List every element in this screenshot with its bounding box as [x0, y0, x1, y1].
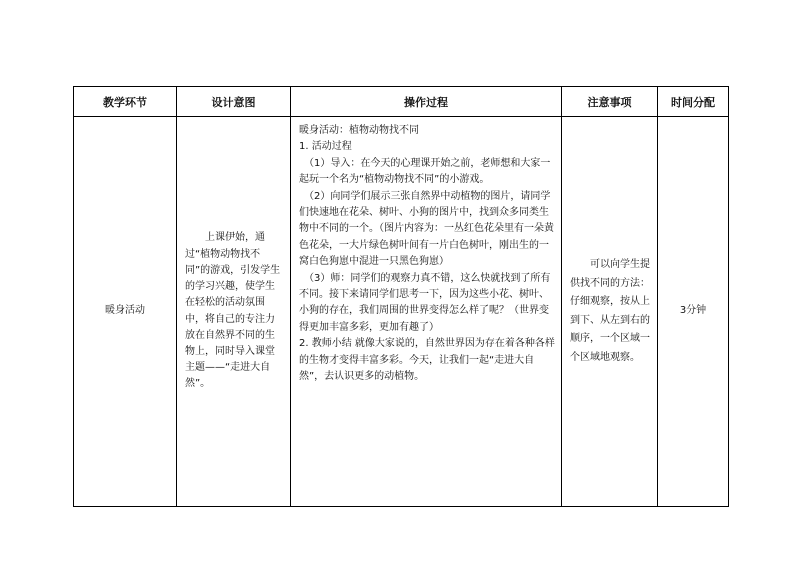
cell-notes: 可以向学生提供找不同的方法：仔细观察，按从上到下、从左到右的顺序，一个区域一个区域地观察。	[562, 117, 658, 507]
table-row	[74, 117, 729, 507]
procedure-title: 暖身活动：植物动物找不同	[299, 125, 419, 136]
header-intent: 设计意图	[177, 87, 291, 117]
header-stage: 教学环节	[74, 87, 177, 117]
cell-procedure	[291, 117, 562, 507]
header-time: 时间分配	[658, 87, 729, 117]
procedure-step-3: （3）师：同学们的观察力真不错，这么快就找到了所有不同。接下来请同学们思考一下，因为这些小花、树叶、小狗的存在，我们周围的世界变得怎么样了呢？（世界变得更加丰富多彩，更加有趣了）	[299, 272, 551, 333]
procedure-step-heading: 1. 活动过程	[299, 141, 352, 153]
header-procedure: 操作过程	[291, 87, 562, 117]
cell-stage: 暖身活动	[74, 117, 177, 507]
table-header-row	[74, 87, 729, 117]
cell-time: 3分钟	[658, 117, 729, 507]
cell-intent: 上课伊始，通过“植物动物找不同”的游戏，引发学生的学习兴趣，使学生在轻松的活动氛围中，将自己的专注力放在自然界不同的生物上，同时导入课堂主题——“走进大自然”。	[177, 117, 291, 507]
procedure-step-2: （2）向同学们展示三张自然界中动植物的图片，请同学们快速地在花朵、树叶、小狗的图片中，找到众多同类生物中不同的一个。（图片内容为：一丛红色花朵里有一朵黄色花朵，一大片绿色树叶间有一片白色树叶，刚出生的一窝白色狗崽中混进一只黑色狗崽）	[299, 190, 554, 268]
procedure-summary: 2. 教师小结 就像大家说的，自然世界因为存在着各种各样的生物才变得丰富多彩。今天，让我们一起“走进大自然”，去认识更多的动植物。	[299, 338, 555, 383]
header-notes: 注意事项	[562, 87, 658, 117]
lesson-plan-table	[73, 86, 729, 507]
procedure-step-1: （1）导入：在今天的心理课开始之前，老师想和大家一起玩一个名为“植物动物找不同”的小游戏。	[299, 157, 551, 186]
